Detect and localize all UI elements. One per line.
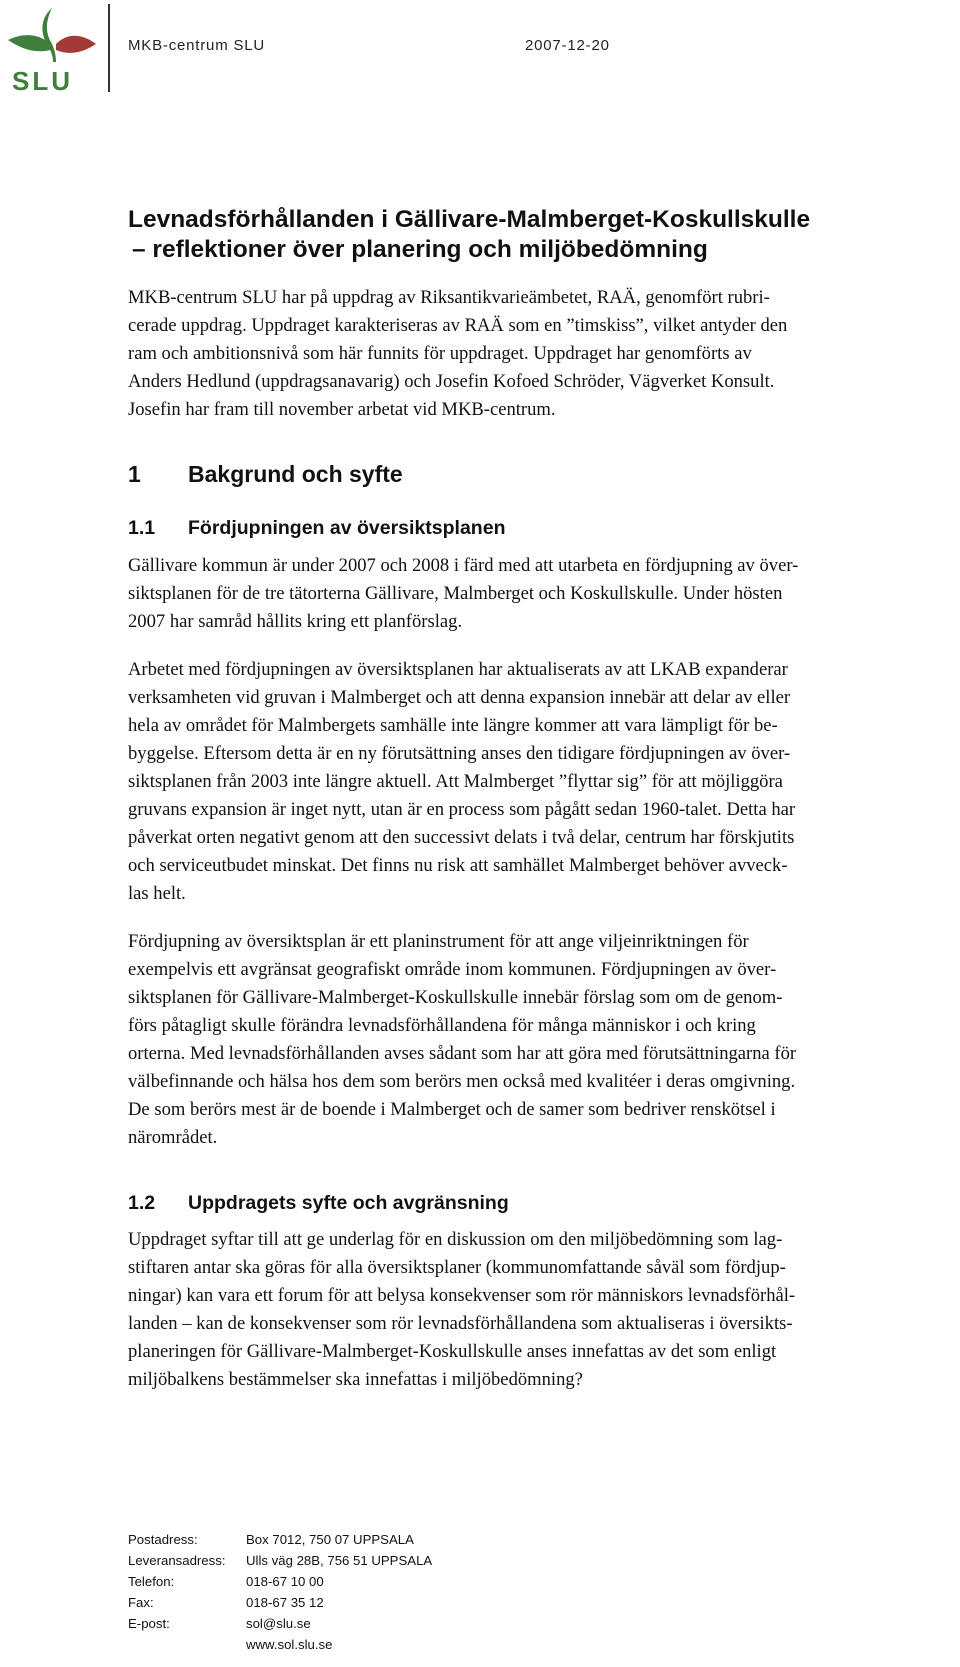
- text-line: 2007 har samråd hållits kring ett planförslag.: [128, 611, 463, 632]
- footer-value: 018-67 10 00: [246, 1574, 324, 1589]
- text-line: närområdet.: [128, 1127, 218, 1148]
- footer-row-telefon: [128, 1571, 432, 1592]
- text-line: verksamheten vid gruvan i Malmberget och att denna expansion innebär att delar av eller: [128, 687, 791, 708]
- section-title: Uppdragets syfte och avgränsning: [188, 1192, 509, 1214]
- text-line: påverkat orten negativt genom att den successivt delats i två delar, centrum har förskjutits: [128, 827, 795, 848]
- text-line: De som berörs mest är de boende i Malmberget och de samer som bedriver renskötsel i: [128, 1099, 776, 1120]
- section-number: 1.2: [128, 1192, 156, 1214]
- footer-value: Box 7012, 750 07 UPPSALA: [246, 1532, 414, 1547]
- text-line: Anders Hedlund (uppdragsanavarig) och Josefin Kofoed Schröder, Vägverket Konsult.: [128, 371, 775, 392]
- section-number: 1.1: [128, 517, 156, 539]
- footer-row-leveransadress: [128, 1550, 432, 1571]
- text-line: landen – kan de konsekvenser som rör levnadsförhållandena som aktualiseras i översikts-: [128, 1313, 793, 1334]
- text-line: stiftaren antar ska göras för alla översiktsplaner (kommunomfattande såväl som fördjup-: [128, 1257, 786, 1278]
- website-link[interactable]: www.sol.slu.se: [246, 1637, 333, 1652]
- email-link[interactable]: sol@slu.se: [246, 1616, 311, 1631]
- text-line: byggelse. Eftersom detta är en ny förutsättning anses den tidigare fördjupningen av över-: [128, 743, 791, 764]
- section-number: 1: [128, 461, 141, 487]
- text-line: förs påtagligt skulle förändra levnadsförhållandena för många människor i och kring: [128, 1015, 756, 1036]
- footer-label: Fax:: [128, 1595, 154, 1610]
- svg-text:SLU: SLU: [12, 66, 73, 94]
- footer-label-empty: [128, 1634, 246, 1655]
- footer-row-web: [128, 1634, 432, 1655]
- footer-value: Ulls väg 28B, 756 51 UPPSALA: [246, 1553, 433, 1568]
- text-line: Arbetet med fördjupningen av översiktsplanen har aktualiserats av att LKAB expanderar: [128, 659, 788, 680]
- page-footer: [128, 1529, 432, 1655]
- section-title: Bakgrund och syfte: [188, 461, 403, 487]
- header-organization: MKB-centrum SLU: [128, 37, 266, 54]
- text-line: och serviceutbudet minskat. Det finns nu risk att samhället Malmberget behöver avveck-: [128, 855, 788, 876]
- text-line: Fördjupning av översiktsplan är ett planinstrument för att ange viljeinriktningen för: [128, 931, 749, 952]
- text-line: hela av området för Malmbergets samhälle inte längre kommer att vara lämpligt för be-: [128, 715, 778, 736]
- header-date: 2007-12-20: [525, 37, 610, 54]
- footer-label: E-post:: [128, 1616, 170, 1631]
- slu-logo: [4, 4, 104, 94]
- footer-label: Leveransadress:: [128, 1553, 226, 1568]
- document-body: [128, 205, 948, 1394]
- footer-label: Telefon:: [128, 1574, 175, 1589]
- footer-row-fax: [128, 1592, 432, 1613]
- text-line: Josefin har fram till november arbetat vid MKB-centrum.: [128, 399, 556, 420]
- text-line: ningar) kan vara ett forum för att belysa konsekvenser som rör människors levnadsförhål-: [128, 1285, 796, 1306]
- paragraph: [128, 1226, 948, 1394]
- intro-paragraph: [128, 284, 948, 424]
- text-line: ram och ambitionsnivå som här funnits för uppdraget. Uppdraget har genomförts av: [128, 343, 752, 364]
- title-line: Levnadsförhållanden i Gällivare-Malmberget-Koskullskulle: [128, 206, 811, 233]
- section-title: Fördjupningen av översiktsplanen: [188, 517, 506, 539]
- document-title: [128, 205, 948, 265]
- footer-value: 018-67 35 12: [246, 1595, 324, 1610]
- title-line: – reflektioner över planering och miljöbedömning: [132, 236, 708, 263]
- subsection-heading: [128, 515, 948, 541]
- text-line: las helt.: [128, 883, 186, 904]
- footer-row-epost: [128, 1613, 432, 1634]
- section-heading: [128, 460, 948, 488]
- text-line: välbefinnande och hälsa hos dem som berörs men också med kvalitéer i deras omgivning.: [128, 1071, 796, 1092]
- subsection-heading: [128, 1190, 948, 1216]
- text-line: gruvans expansion är inget nytt, utan är en process som pågått sedan 1960-talet. Detta har: [128, 799, 796, 820]
- text-line: Uppdraget syftar till att ge underlag för en diskussion om den miljöbedömning som lag-: [128, 1229, 783, 1250]
- footer-label: Postadress:: [128, 1532, 198, 1547]
- paragraph: [128, 656, 948, 908]
- text-line: siktsplanen för Gällivare-Malmberget-Koskullskulle innebär förslag som om de genom-: [128, 987, 783, 1008]
- text-line: miljöbalkens bestämmelser ska innefattas i miljöbedömning?: [128, 1369, 583, 1390]
- text-line: cerade uppdrag. Uppdraget karakteriseras av RAÄ som en ”timskiss”, vilket antyder den: [128, 315, 788, 336]
- text-line: planeringen för Gällivare-Malmberget-Koskullskulle anses innefattas av det som enligt: [128, 1341, 777, 1362]
- paragraph: [128, 552, 948, 636]
- text-line: Gällivare kommun är under 2007 och 2008 i färd med att utarbeta en fördjupning av över-: [128, 555, 799, 576]
- text-line: siktsplanen från 2003 inte längre aktuell. Att Malmberget ”flyttar sig” för att möjliggöra: [128, 771, 783, 792]
- text-line: exempelvis ett avgränsat geografiskt område inom kommunen. Fördjupningen av över-: [128, 959, 777, 980]
- text-line: siktsplanen för de tre tätorterna Gällivare, Malmberget och Koskullskulle. Under hösten: [128, 583, 783, 604]
- header-divider: [108, 4, 110, 92]
- footer-row-postadress: [128, 1529, 432, 1550]
- text-line: orterna. Med levnadsförhållanden avses sådant som har att göra med förutsättningarna för: [128, 1043, 797, 1064]
- paragraph: [128, 928, 948, 1152]
- text-line: MKB-centrum SLU har på uppdrag av Riksantikvarieämbetet, RAÄ, genomfört rubri-: [128, 287, 770, 308]
